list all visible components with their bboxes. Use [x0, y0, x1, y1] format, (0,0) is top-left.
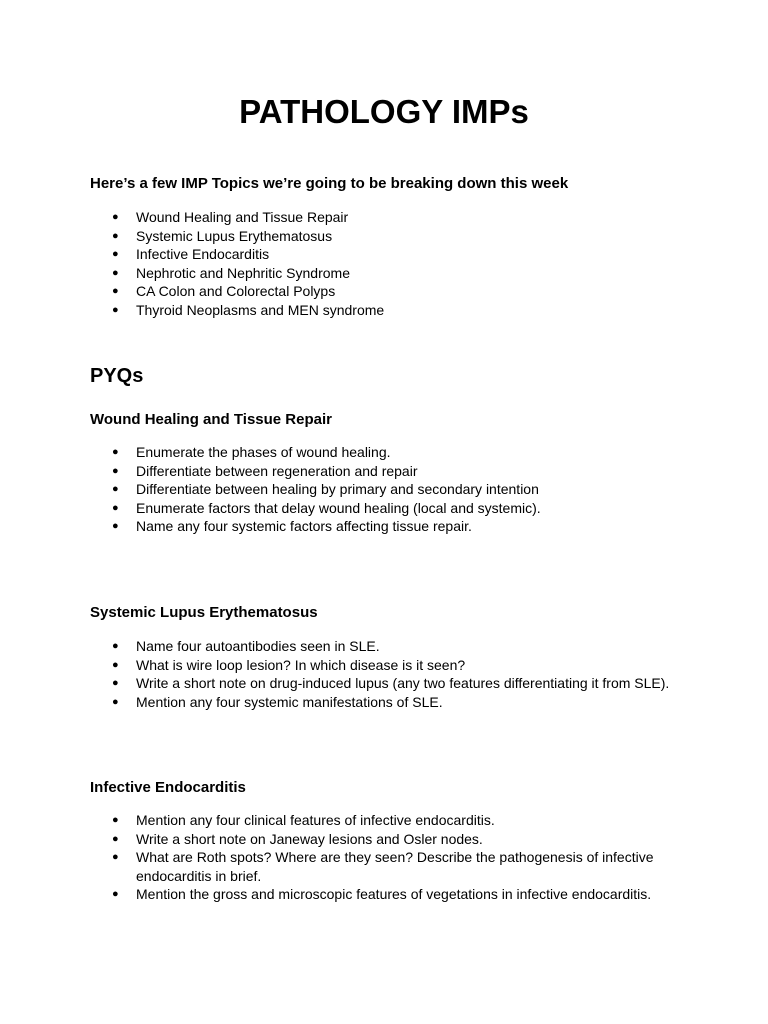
bullet-icon: ●	[112, 211, 119, 223]
list-item-text: Name four autoantibodies seen in SLE.	[136, 638, 380, 654]
list-item	[0, 264, 768, 283]
list-item	[0, 811, 768, 830]
bullet-icon: ●	[112, 446, 119, 458]
bullet-icon: ●	[112, 501, 119, 514]
bullet-icon: ●	[112, 888, 119, 901]
bullet-icon: ●	[112, 266, 119, 279]
list-item-text: Write a short note on drug-induced lupus (any two features differentiating it from SLE).	[136, 675, 670, 692]
list-item-text: Infective Endocarditis	[136, 246, 270, 263]
sle-list	[0, 637, 768, 711]
list-item	[0, 480, 768, 499]
list-item	[0, 282, 768, 301]
section-heading-wound-healing: Wound Healing and Tissue Repair	[90, 411, 332, 428]
bullet-icon: ●	[112, 832, 119, 845]
list-item	[0, 674, 768, 693]
bullet-icon: ●	[112, 658, 119, 671]
list-item-text: Mention the gross and microscopic features of vegetations in infective endocarditis.	[136, 886, 652, 903]
bullet-icon: ●	[112, 520, 119, 533]
list-item	[0, 517, 768, 536]
list-item	[0, 462, 768, 481]
bullet-icon: ●	[112, 229, 119, 242]
bullet-icon: ●	[112, 640, 119, 652]
list-item-text: Systemic Lupus Erythematosus	[136, 227, 333, 244]
list-item	[0, 301, 768, 320]
list-item-text: Write a short note on Janeway lesions and Osler nodes.	[136, 830, 483, 847]
list-item-text: Thyroid Neoplasms and MEN syndrome	[136, 301, 385, 318]
bullet-icon: ●	[112, 285, 119, 298]
bullet-icon: ●	[112, 695, 119, 708]
list-item-text: Enumerate factors that delay wound healing (local and systemic).	[136, 499, 541, 516]
list-item	[0, 848, 768, 885]
bullet-icon: ●	[112, 677, 119, 690]
wound-healing-list	[0, 443, 768, 536]
topics-list	[0, 208, 768, 320]
pyqs-heading: PYQs	[90, 365, 144, 387]
list-item-text: Mention any four systemic manifestations of SLE.	[136, 693, 443, 710]
page-title: PATHOLOGY IMPs	[239, 93, 529, 130]
bullet-icon: ●	[112, 248, 119, 261]
list-item-text: Mention any four clinical features of infective endocarditis.	[136, 812, 495, 828]
list-item	[0, 245, 768, 264]
intro-heading: Here’s a few IMP Topics we’re going to be breaking down this week	[90, 175, 569, 192]
list-item	[0, 885, 768, 904]
list-item	[0, 208, 768, 227]
list-item-text: CA Colon and Colorectal Polyps	[136, 283, 336, 300]
list-item-text: Name any four systemic factors affecting tissue repair.	[136, 518, 472, 535]
bullet-icon: ●	[112, 464, 119, 477]
list-item-text: Differentiate between healing by primary and secondary intention	[136, 481, 539, 498]
list-item-text: Wound Healing and Tissue Repair	[136, 209, 349, 225]
list-item-text: Enumerate the phases of wound healing.	[136, 444, 391, 460]
list-item	[0, 227, 768, 246]
list-item-text: Nephrotic and Nephritic Syndrome	[136, 264, 350, 281]
list-item	[0, 656, 768, 675]
list-item-text: Differentiate between regeneration and repair	[136, 462, 418, 479]
list-item-text: What are Roth spots? Where are they seen? Describe the pathogenesis of infective endocarditis in brief.	[136, 849, 654, 884]
bullet-icon: ●	[112, 851, 119, 864]
list-item-text: What is wire loop lesion? In which disease is it seen?	[136, 656, 466, 673]
section-heading-sle: Systemic Lupus Erythematosus	[90, 604, 318, 621]
section-heading-infective-endocarditis: Infective Endocarditis	[90, 779, 246, 796]
list-item	[0, 499, 768, 518]
infective-endocarditis-list	[0, 811, 768, 904]
list-item	[0, 830, 768, 849]
list-item	[0, 443, 768, 462]
bullet-icon: ●	[112, 814, 119, 826]
bullet-icon: ●	[112, 483, 119, 496]
bullet-icon: ●	[112, 303, 119, 316]
list-item	[0, 693, 768, 712]
list-item	[0, 637, 768, 656]
